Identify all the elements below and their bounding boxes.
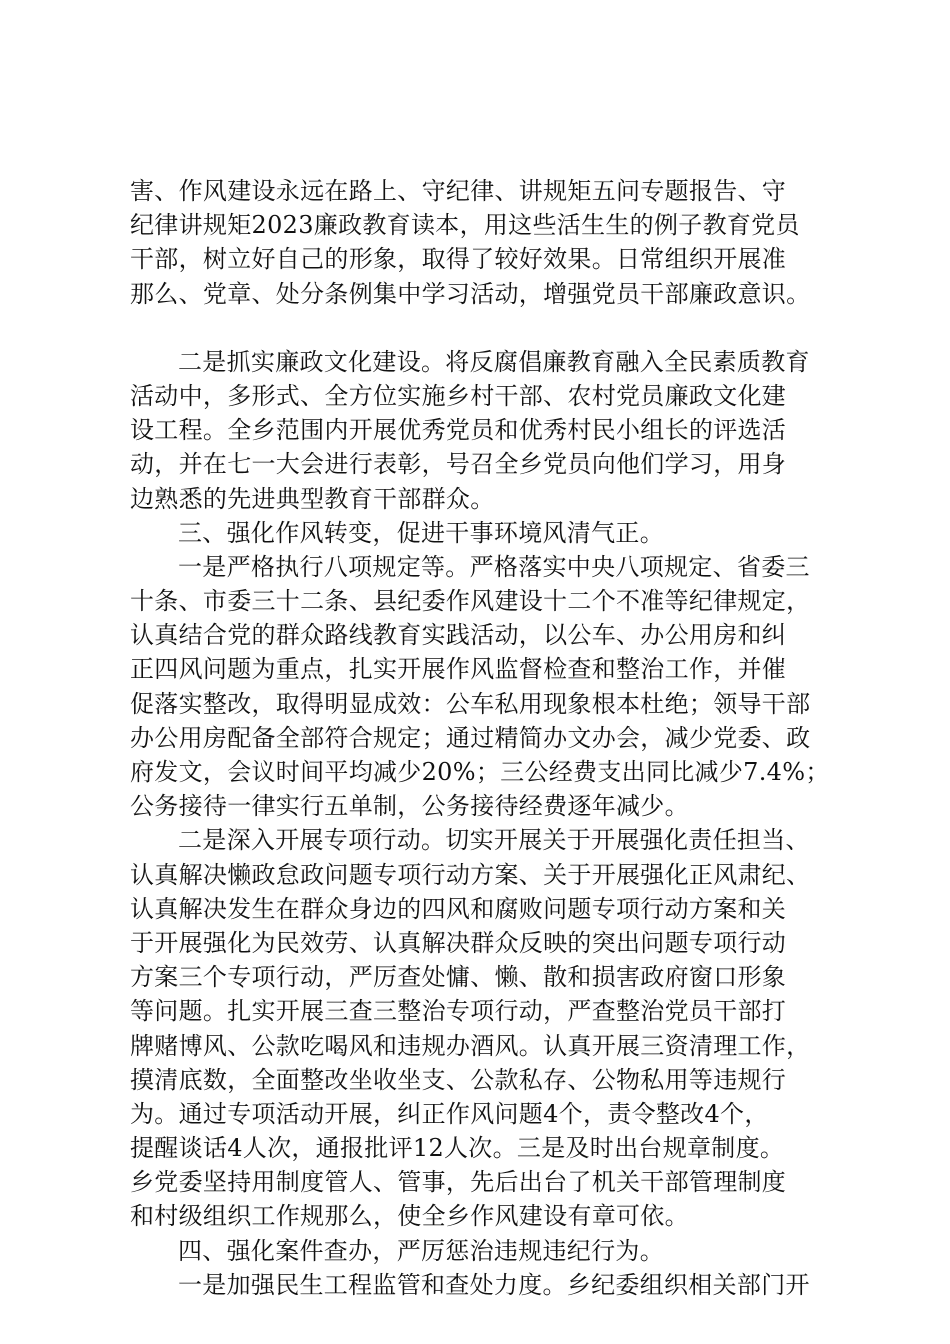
text-line: 于开展强化为民效劳、认真解决群众反映的突出问题专项行动 <box>130 928 787 957</box>
text-line: 三、强化作风转变，促进干事环境风清气正。 <box>178 518 664 547</box>
text-line: 府发文，会议时间平均减少20%；三公经费支出同比减少7.4%； <box>130 758 830 786</box>
text-line: 公务接待一律实行五单制，公务接待经费逐年减少。 <box>130 792 689 821</box>
text-line: 方案三个专项行动，严厉查处慵、懒、散和损害政府窗口形象 <box>130 963 787 992</box>
text-line: 活动中，多形式、全方位实施乡村干部、农村党员廉政文化建 <box>130 381 787 410</box>
text-line: 等问题。扎实开展三查三整治专项行动，严查整治党员干部打 <box>130 997 787 1026</box>
text-line: 害、作风建设永远在路上、守纪律、讲规矩五问专题报告、守 <box>130 177 787 205</box>
text-line: 和村级组织工作规那么，使全乡作风建设有章可依。 <box>130 1202 689 1231</box>
text-line: 动，并在七一大会进行表彰，号召全乡党员向他们学习，用身 <box>130 450 787 479</box>
text-line: 设工程。全乡范围内开展优秀党员和优秀村民小组长的评选活 <box>130 416 787 445</box>
text-line: 摸清底数，全面整改坐收坐支、公款私存、公物私用等违规行 <box>130 1065 787 1094</box>
text-line: 认真结合党的群众路线教育实践活动，以公车、办公用房和纠 <box>130 621 787 650</box>
text-line: 那么、党章、处分条例集中学习活动，增强党员干部廉政意识。 <box>130 279 811 308</box>
text-line: 边熟悉的先进典型教育干部群众。 <box>130 484 495 513</box>
text-line: 一是严格执行八项规定等。严格落实中央八项规定、省委三 <box>178 552 810 581</box>
document-body <box>130 174 850 1302</box>
text-line: 十条、市委三十二条、县纪委作风建设十二个不准等纪律规定， <box>130 587 811 616</box>
text-line: 为。通过专项活动开展，纠正作风问题4个，责令整改4个， <box>130 1099 769 1128</box>
paragraph-gap <box>130 311 850 345</box>
text-line: 认真解决发生在群众身边的四风和腐败问题专项行动方案和关 <box>130 894 787 923</box>
text-line: 促落实整改，取得明显成效：公车私用现象根本杜绝；领导干部 <box>130 689 811 718</box>
text-line: 办公用房配备全部符合规定；通过精简办文办会，减少党委、政 <box>130 723 811 752</box>
text-line: 二是抓实廉政文化建设。将反腐倡廉教育融入全民素质教育 <box>178 347 810 376</box>
text-line: 牌赌博风、公款吃喝风和违规办酒风。认真开展三资清理工作， <box>130 1031 811 1060</box>
text-line: 四、强化案件查办，严厉惩治违规违纪行为。 <box>178 1236 664 1265</box>
text-line: 纪律讲规矩2023廉政教育读本，用这些活生生的例子教育党员 <box>130 211 800 240</box>
text-line: 正四风问题为重点，扎实开展作风监督检查和整治工作，并催 <box>130 655 787 684</box>
text-line: 认真解决懒政怠政问题专项行动方案、关于开展强化正风肃纪、 <box>130 860 811 889</box>
text-line: 提醒谈话4人次，通报批评12人次。三是及时出台规章制度。 <box>130 1134 785 1163</box>
text-line: 一是加强民生工程监管和查处力度。乡纪委组织相关部门开 <box>178 1270 810 1299</box>
text-line: 干部，树立好自己的形象，取得了较好效果。日常组织开展准 <box>130 245 787 274</box>
text-line: 二是深入开展专项行动。切实开展关于开展强化责任担当、 <box>178 826 810 855</box>
text-line: 乡党委坚持用制度管人、管事，先后出台了机关干部管理制度 <box>130 1168 787 1197</box>
